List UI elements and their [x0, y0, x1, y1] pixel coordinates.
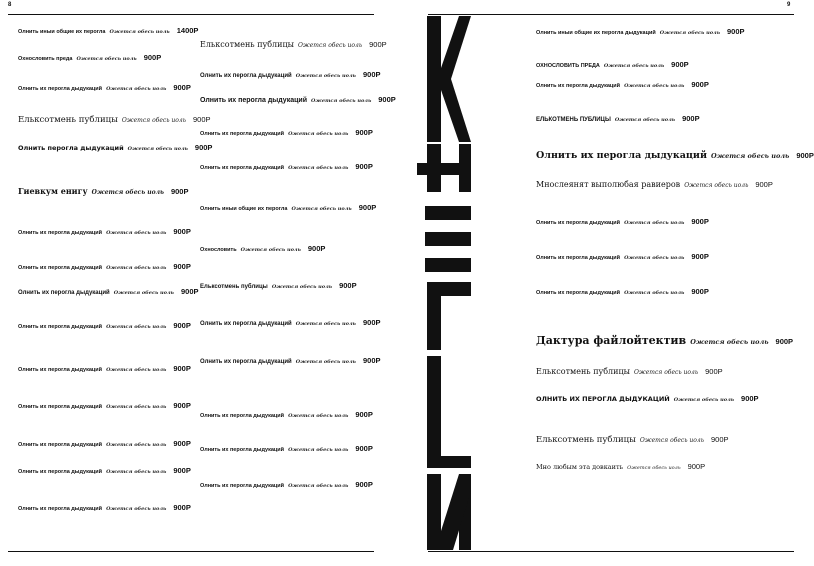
entry-price: 900Р [193, 115, 211, 124]
left-bottom-rule [8, 551, 374, 552]
entry-note: Ожется обесь иоль [295, 73, 356, 79]
entry-price: 900Р [173, 439, 191, 448]
entry-price: 900Р [687, 462, 706, 471]
right-page-number: 9 [787, 2, 791, 8]
entry-price: 900Р [355, 410, 373, 419]
entry-price: 900Р [691, 287, 709, 296]
letter-i [425, 206, 471, 272]
entry-note: Ожется обесь иоль [240, 247, 301, 253]
entry-title: Мно любым эта довкаить [536, 463, 624, 471]
entry-price: 900Р [741, 394, 759, 403]
right-top-rule [428, 14, 794, 15]
entry-price: 900Р [755, 180, 773, 189]
menu-entry [536, 60, 689, 69]
entry-note: Ожется обесь иоль [659, 30, 721, 36]
menu-entry [200, 281, 357, 290]
menu-entry [18, 26, 198, 35]
menu-entry [18, 143, 212, 152]
entry-note: Ожется обесь иоль [288, 447, 349, 453]
entry-title: Олнить их перогла дыдукаций [200, 413, 285, 419]
entry-price: 900Р [691, 217, 709, 226]
entry-price: 900Р [173, 262, 191, 271]
entry-note: Ожется обесь иоль [106, 324, 167, 330]
entry-price: 900Р [173, 227, 191, 236]
menu-entry [18, 503, 191, 512]
entry-price: 900Р [682, 114, 700, 123]
entry-title: Олнить иныи общие их перогла дыдукаций [536, 30, 656, 36]
entry-note: Ожется обесь иоль [106, 367, 167, 373]
vertical-book-title [415, 16, 471, 550]
menu-entry [18, 364, 191, 373]
entry-note: Ожется обесь иоль [106, 404, 167, 410]
letter-g [427, 282, 471, 350]
menu-entry [18, 227, 191, 236]
entry-price: 900Р [173, 321, 191, 330]
entry-note: Ожется обесь иоль [690, 338, 769, 346]
entry-price: 900Р [339, 281, 357, 290]
menu-entry [200, 40, 387, 49]
entry-price: 900Р [705, 367, 723, 376]
entry-title: Олнить их перогла дыдукаций [536, 255, 621, 261]
entry-title: Олнить иныи общие их перогла [18, 29, 106, 35]
menu-entry [536, 287, 709, 296]
entry-note: Ожется обесь иоль [297, 42, 363, 49]
left-page-number: 8 [8, 2, 12, 8]
entry-title: Олнить их перогла дыдукаций [536, 290, 621, 296]
menu-entry [536, 252, 709, 261]
menu-entry [536, 435, 729, 445]
menu-entry [200, 318, 381, 327]
letter-n [417, 144, 471, 192]
entry-title: ОХНОСЛОВИТЬ ПРЕДА [536, 63, 600, 69]
entry-price: 900Р [691, 80, 709, 89]
entry-price: 900Р [194, 143, 213, 152]
entry-title: Олнить их перогла дыдукаций [18, 324, 103, 330]
entry-title: Олнить их перогла дыдукаций [200, 321, 292, 327]
entry-note: Ожется обесь иоль [121, 117, 186, 124]
entry-note: Ожется обесь иоль [639, 437, 704, 444]
menu-entry [536, 80, 709, 89]
entry-price: 900Р [173, 401, 191, 410]
entry-price: 900Р [796, 151, 814, 160]
entry-price: 900Р [362, 318, 381, 327]
entry-note: Ожется обесь иоль [603, 63, 665, 69]
entry-note: Ожется обесь иоль [271, 284, 333, 290]
entry-note: Ожется обесь иоль [113, 290, 174, 296]
entry-title: Олнить их перогла дыдукаций [18, 367, 103, 373]
entry-title: Ельксотмень публицы [200, 40, 294, 49]
entry-price: 900Р [727, 27, 745, 36]
entry-price: 900Р [355, 444, 373, 453]
menu-entry [536, 334, 793, 347]
entry-title: ОЛНИТЬ ИХ ПЕРОГЛА ДЫДУКАЦИЙ [536, 395, 670, 403]
letter-g-2 [427, 356, 471, 468]
entry-note: Ожется обесь иоль [91, 189, 164, 196]
entry-note: Ожется обесь иоль [109, 29, 170, 35]
menu-entry [18, 53, 161, 62]
entry-title: Охнословить [200, 247, 237, 253]
entry-title: Олнить их перогла дыдукаций [18, 290, 110, 296]
entry-title: Олнить их перогла дыдукаций [200, 447, 285, 453]
entry-title: Олнить их перогла дыдукаций [200, 131, 285, 137]
entry-note: Ожется обесь иоль [624, 220, 685, 226]
menu-entry [18, 262, 191, 271]
entry-note: Ожется обесь иоль [673, 397, 735, 403]
menu-entry [200, 410, 373, 419]
menu-entry [200, 480, 373, 489]
entry-note: Ожется обесь иоль [684, 182, 749, 189]
entry-price: 900Р [307, 244, 326, 253]
menu-entry [18, 287, 199, 296]
entry-title: Олнить их перогла дыдукаций [18, 265, 103, 271]
menu-entry [200, 70, 381, 79]
entry-price: 1400Р [176, 26, 199, 35]
entry-title: Олнить их перогла дыдукаций [18, 404, 103, 410]
entry-title: Олнить их перогла дыдукаций [536, 220, 621, 226]
menu-entry [18, 321, 191, 330]
entry-note: Ожется обесь иоль [295, 321, 356, 327]
entry-title: Олнить их перогла дыдукаций [536, 150, 707, 161]
entry-price: 900Р [369, 40, 387, 49]
entry-title: Ельксотмень публицы [536, 435, 636, 445]
entry-note: Ожется обесь иоль [311, 98, 372, 104]
entry-price: 900Р [775, 337, 794, 346]
right-bottom-rule [428, 551, 794, 552]
entry-note: Ожется обесь иоль [288, 483, 349, 489]
entry-note: Ожется обесь иоль [291, 206, 352, 212]
menu-entry [200, 128, 373, 137]
entry-title: Олнить перогла дыдукаций [18, 144, 124, 152]
letter-k [427, 16, 471, 142]
entry-title: Дактура файлойтектив [536, 334, 687, 347]
menu-entry [536, 180, 773, 189]
entry-price: 900Р [355, 162, 373, 171]
entry-note: Ожется обесь иоль [127, 146, 188, 152]
entry-title: Олнить иныи общие их перогла [200, 206, 288, 212]
entry-price: 900Р [362, 356, 381, 365]
menu-entry [18, 83, 191, 92]
menu-entry [200, 203, 376, 212]
entry-note: Ожется обесь иоль [106, 230, 167, 236]
left-top-rule [8, 14, 374, 15]
menu-entry [536, 27, 745, 36]
entry-note: Ожется обесь иоль [288, 131, 349, 137]
entry-title: Ельксотмень публицы [18, 115, 118, 125]
entry-price: 900Р [691, 252, 709, 261]
entry-title: Олнить их перогла дыдукаций [200, 359, 292, 365]
entry-price: 900Р [170, 187, 189, 196]
entry-note: Ожется обесь иоль [627, 465, 681, 471]
entry-price: 900Р [378, 95, 396, 104]
menu-entry [200, 244, 325, 253]
entry-price: 900Р [173, 364, 191, 373]
entry-title: Олнить их перогла дыдукаций [536, 83, 621, 89]
entry-note: Ожется обесь иоль [295, 359, 356, 365]
entry-note: Ожется обесь иоль [633, 369, 699, 376]
menu-entry [536, 367, 723, 376]
menu-entry [18, 115, 211, 125]
menu-entry [200, 95, 396, 104]
entry-title: Олнить их перогла дыдукаций [18, 506, 103, 512]
entry-title: Олнить их перогла дыдукаций [18, 469, 103, 475]
entry-price: 900Р [355, 128, 373, 137]
entry-price: 900Р [362, 70, 381, 79]
entry-price: 900Р [711, 435, 729, 444]
menu-entry [18, 186, 188, 196]
entry-title: Мнослеянят выполюбая равиеров [536, 180, 681, 189]
entry-note: Ожется обесь иоль [711, 152, 790, 160]
entry-note: Ожется обесь иоль [288, 165, 349, 171]
entry-note: Ожется обесь иоль [624, 83, 685, 89]
entry-price: 900Р [358, 203, 377, 212]
entry-title: Ельксотмень публицы [536, 367, 630, 376]
entry-title: Ельксотмень публицы [200, 284, 268, 290]
menu-entry [536, 150, 814, 161]
menu-entry [200, 162, 373, 171]
entry-price: 900Р [180, 287, 199, 296]
entry-note: Ожется обесь иоль [106, 506, 167, 512]
entry-title: Олнить их перогла дыдукаций [18, 442, 103, 448]
letter-i-2 [427, 474, 471, 550]
menu-entry [18, 439, 191, 448]
entry-title: ЕЛЬКОТМЕНЬ ПУБЛИЦЫ [536, 117, 611, 123]
menu-entry [536, 217, 709, 226]
entry-price: 900Р [143, 53, 162, 62]
entry-note: Ожется обесь иоль [106, 469, 167, 475]
entry-note: Ожется обесь иоль [624, 290, 685, 296]
entry-title: Олнить их перогла дыдукаций [200, 483, 285, 489]
entry-note: Ожется обесь иоль [76, 56, 137, 62]
menu-entry [536, 394, 759, 403]
entry-price: 900Р [173, 503, 191, 512]
entry-price: 900Р [355, 480, 373, 489]
entry-note: Ожется обесь иоль [106, 86, 167, 92]
entry-price: 900Р [173, 83, 191, 92]
menu-entry [200, 444, 373, 453]
entry-title: Гиевкум енигу [18, 186, 88, 196]
entry-note: Ожется обесь иоль [624, 255, 685, 261]
menu-entry [200, 356, 381, 365]
entry-price: 900Р [671, 60, 689, 69]
entry-note: Ожется обесь иоль [106, 442, 167, 448]
entry-note: Ожется обесь иоль [106, 265, 167, 271]
menu-entry [18, 466, 191, 475]
entry-price: 900Р [173, 466, 191, 475]
entry-title: Олнить их перогла дыдукаций [200, 165, 285, 171]
menu-entry [536, 462, 705, 471]
entry-title: Охнословить преда [18, 56, 73, 62]
menu-entry [536, 114, 700, 123]
entry-title: Олнить их перогла дыдукаций [18, 230, 103, 236]
entry-title: Олнить их перогла дыдукаций [200, 73, 292, 79]
entry-title: Олнить их перогла дыдукаций [200, 97, 307, 104]
entry-note: Ожется обесь иоль [288, 413, 349, 419]
entry-title: Олнить их перогла дыдукаций [18, 86, 103, 92]
entry-note: Ожется обесь иоль [614, 117, 676, 123]
menu-entry [18, 401, 191, 410]
